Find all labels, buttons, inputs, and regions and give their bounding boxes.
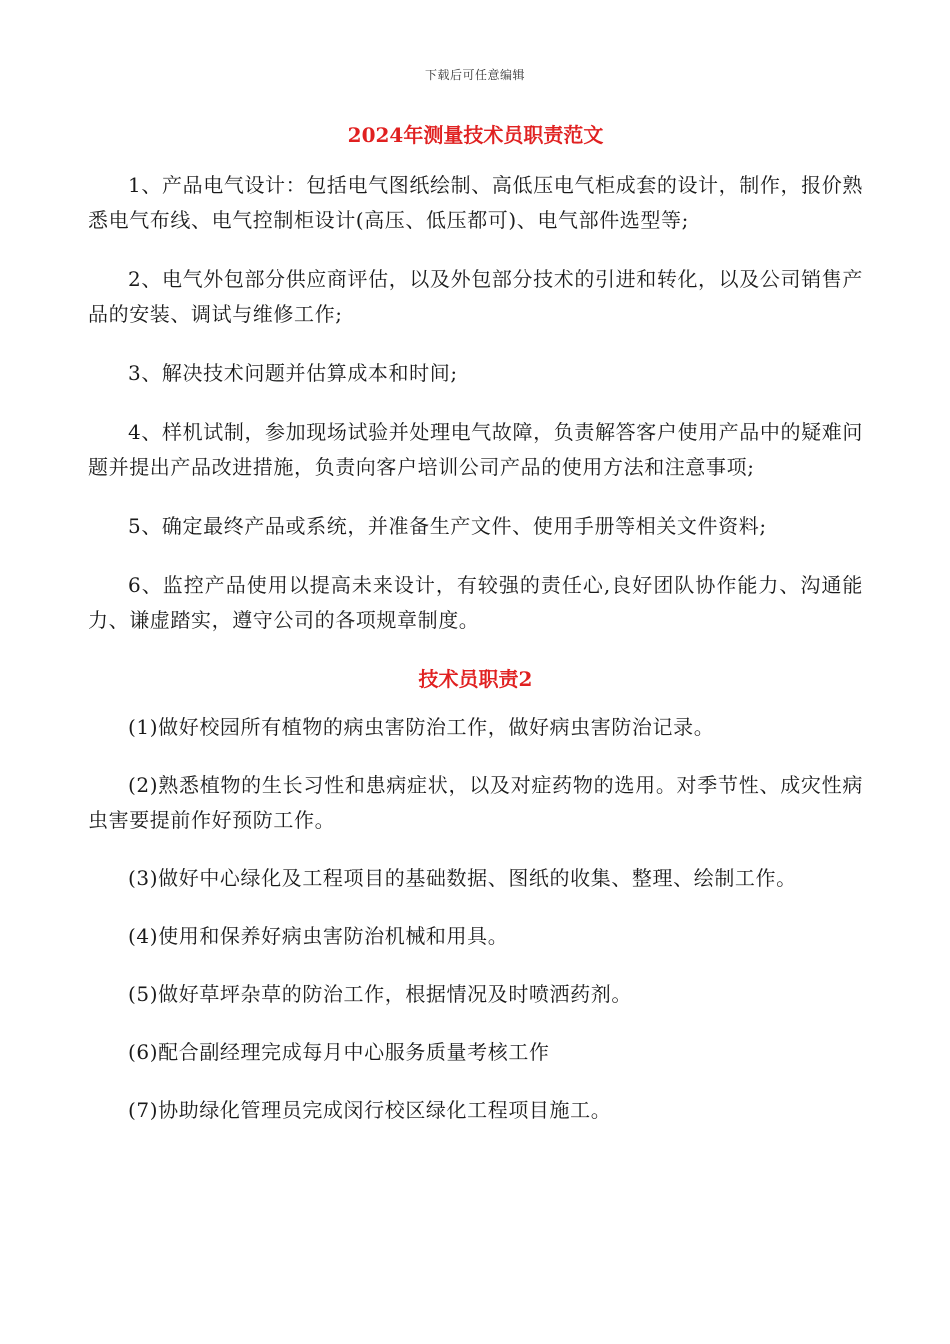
paragraph-item: 6、监控产品使用以提高未来设计，有较强的责任心,良好团队协作能力、沟通能力、谦虚踏实，遵守公司的各项规章制度。 xyxy=(88,573,863,632)
paragraph-item: 4、样机试制，参加现场试验并处理电气故障，负责解答客户使用产品中的疑难问题并提出产品改进措施，负责向客户培训公司产品的使用方法和注意事项; xyxy=(88,420,863,479)
paragraph-item: (2)熟悉植物的生长习性和患病症状，以及对症药物的选用。对季节性、成灾性病虫害要提前作好预防工作。 xyxy=(88,773,863,832)
paragraph-item: 1、产品电气设计：包括电气图纸绘制、高低压电气柜成套的设计，制作，报价熟悉电气布线、电气控制柜设计(高压、低压都可)、电气部件选型等; xyxy=(88,173,863,232)
paragraph-item: (7)协助绿化管理员完成闵行校区绿化工程项目施工。 xyxy=(128,1098,612,1122)
paragraph-item: (4)使用和保养好病虫害防治机械和用具。 xyxy=(128,924,509,948)
paragraph-item: (6)配合副经理完成每月中心服务质量考核工作 xyxy=(128,1040,550,1064)
section-2-title: 技术员职责2 xyxy=(418,667,533,691)
document-body xyxy=(88,118,863,1151)
section-2 xyxy=(88,710,863,1128)
section-1 xyxy=(88,168,863,638)
paragraph-item: 3、解决技术问题并估算成本和时间; xyxy=(128,361,458,385)
paragraph-item: (1)做好校园所有植物的病虫害防治工作，做好病虫害防治记录。 xyxy=(128,715,715,739)
paragraph-item: (3)做好中心绿化及工程项目的基础数据、图纸的收集、整理、绘制工作。 xyxy=(128,866,797,890)
paragraph-item: 2、电气外包部分供应商评估，以及外包部分技术的引进和转化，以及公司销售产品的安装、调试与维修工作; xyxy=(88,267,863,326)
paragraph-item: (5)做好草坪杂草的防治工作，根据情况及时喷洒药剂。 xyxy=(128,982,632,1006)
header-note: 下载后可任意编辑 xyxy=(424,68,525,82)
document-title: 2024年测量技术员职责范文 xyxy=(347,123,604,147)
paragraph-item: 5、确定最终产品或系统，并准备生产文件、使用手册等相关文件资料; xyxy=(128,514,767,538)
